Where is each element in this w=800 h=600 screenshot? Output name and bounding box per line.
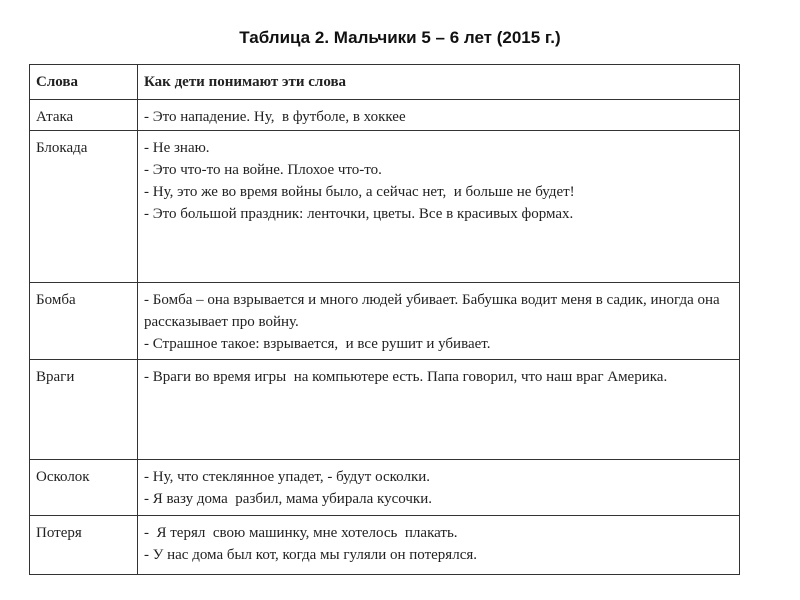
table-row (30, 516, 740, 575)
meaning-line: - Я вазу дома разбил, мама убирала кусочки. (144, 491, 432, 507)
meaning-cell (138, 100, 740, 131)
word-cell: Враги (30, 360, 138, 460)
meaning-cell (138, 360, 740, 460)
table-row (30, 283, 740, 360)
word-cell: Блокада (30, 131, 138, 283)
meaning-line: - Не знаю. (144, 140, 210, 156)
meaning-line: - Бомба – она взрывается и много людей убивает. Бабушка водит меня в садик, иногда она рассказывает про войну. (144, 292, 724, 330)
table-row (30, 460, 740, 516)
table-row (30, 100, 740, 131)
meaning-line: - Ну, что стеклянное упадет, - будут осколки. (144, 469, 431, 485)
header-words: Слова (30, 65, 138, 100)
meaning-line: - Это нападение. Ну, в футболе, в хоккее (144, 109, 406, 125)
words-table (29, 64, 740, 575)
meaning-line: - Я терял свою машинку, мне хотелось плакать. (144, 525, 458, 541)
table-row (30, 131, 740, 283)
meaning-line: - Это большой праздник: ленточки, цветы. Все в красивых формах. (144, 206, 574, 222)
meaning-line: - Страшное такое: взрывается, и все рушит и убивает. (144, 336, 491, 352)
word-cell: Атака (30, 100, 138, 131)
word-cell: Потеря (30, 516, 138, 575)
meaning-line: - Ну, это же во время войны было, а сейчас нет, и больше не будет! (144, 184, 575, 200)
meaning-cell (138, 131, 740, 283)
meaning-line: - Враги во время игры на компьютере есть. Папа говорил, что наш враг Америка. (144, 369, 668, 385)
meaning-cell (138, 516, 740, 575)
word-cell: Бомба (30, 283, 138, 360)
page-title: Таблица 2. Мальчики 5 – 6 лет (2015 г.) (239, 28, 561, 47)
header-meaning: Как дети понимают эти слова (138, 65, 740, 100)
meaning-cell (138, 460, 740, 516)
meaning-line: - Это что-то на войне. Плохое что-то. (144, 162, 382, 178)
word-cell: Осколок (30, 460, 138, 516)
meaning-cell (138, 283, 740, 360)
meaning-line: - У нас дома был кот, когда мы гуляли он потерялся. (144, 547, 477, 563)
table-header-row (30, 65, 740, 100)
table-row (30, 360, 740, 460)
